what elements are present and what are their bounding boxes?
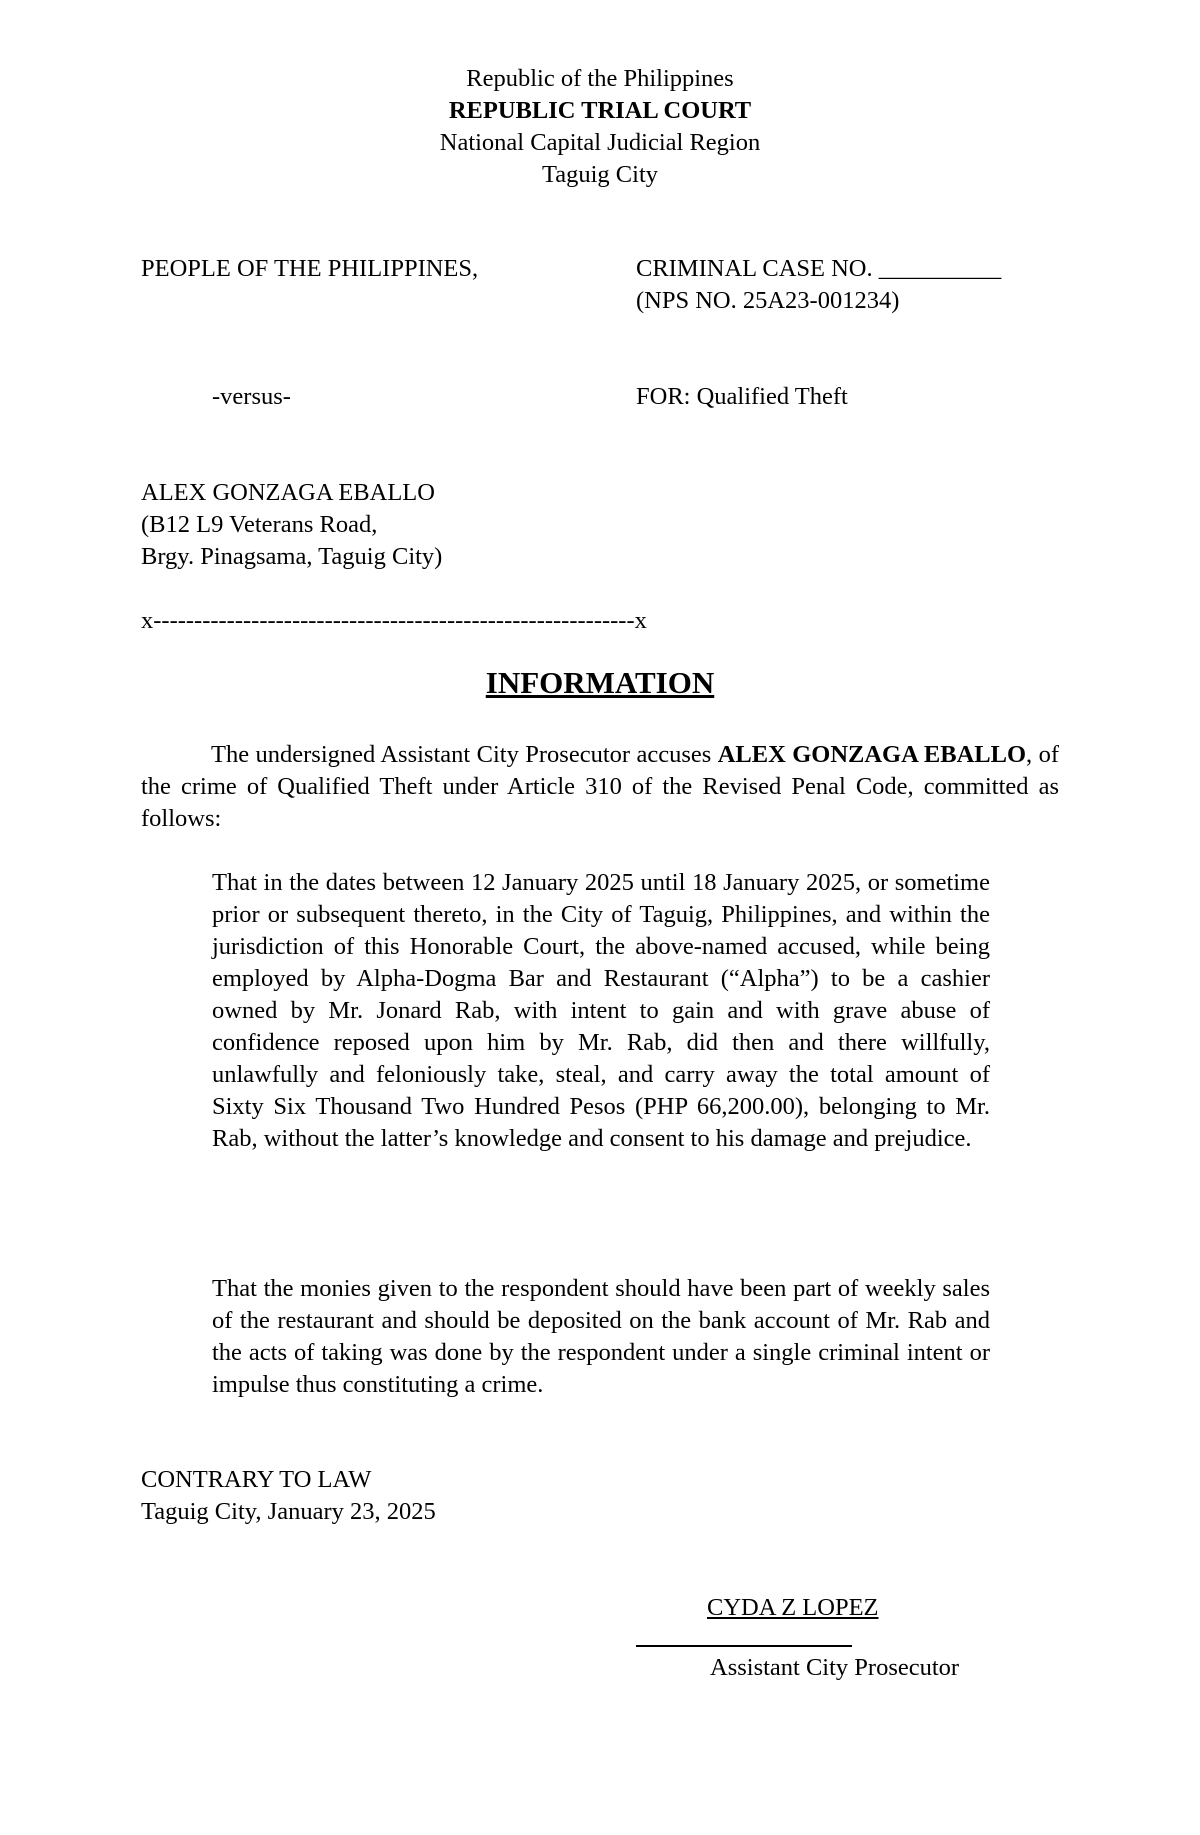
place-and-date: Taguig City, January 23, 2025 [141, 1498, 436, 1525]
intro-paragraph [141, 739, 1059, 835]
plaintiff: PEOPLE OF THE PHILIPPINES, [141, 255, 479, 282]
case-number: CRIMINAL CASE NO. __________ [636, 255, 1002, 282]
document-title: INFORMATION [485, 665, 715, 700]
header-republic: Republic of the Philippines [466, 65, 734, 92]
body-paragraph-2-text: That the monies given to the respondent should have been part of weekly sales of the restaurant and should be deposited on the bank account of Mr. Rab and the acts of taking was done by the respondent under a single criminal intent or impulse thus constituting a crime. [212, 1275, 990, 1398]
intro-text-after: , of the crime of Qualified Theft under Article 310 of the Revised Penal Code, committed as follows: [141, 741, 1059, 832]
signatory-name: CYDA Z LOPEZ [707, 1594, 879, 1621]
body-paragraph-2 [212, 1273, 990, 1401]
header-region: National Capital Judicial Region [439, 129, 761, 156]
signature-line [636, 1645, 852, 1647]
intro-accused: ALEX GONZAGA EBALLO [717, 741, 1027, 768]
header-city: Taguig City [541, 161, 659, 188]
body-paragraph-1-text: That in the dates between 12 January 2025 until 18 January 2025, or sometime prior or subsequent thereto, in the City of Taguig, Philippines, and within the jurisdiction of this Honorable Court, the above-named accused, while being employed by Alpha-Dogma Bar and Restaurant (“Alpha”) to be a cashier owned by Mr. Jonard Rab, with intent to gain and with grave abuse of confidence reposed upon him by Mr. Rab, did then and there willfully, unlawfully and feloniously take, steal, and carry away the total amount of Sixty Six Thousand Two Hundred Pesos (PHP 66,200.00), belonging to Mr. Rab, without the latter’s knowledge and consent to his damage and prejudice. [212, 869, 990, 1152]
versus: -versus- [212, 383, 291, 410]
signatory-title: Assistant City Prosecutor [710, 1654, 960, 1681]
intro-text-before: The undersigned Assistant City Prosecutor accuses [211, 741, 718, 768]
body-paragraph-1 [212, 867, 990, 1155]
header-court: REPUBLIC TRIAL COURT [448, 97, 752, 124]
nps-number: (NPS NO. 25A23-001234) [636, 287, 900, 314]
offense: FOR: Qualified Theft [636, 383, 848, 410]
accused-address-line2: Brgy. Pinagsama, Taguig City) [141, 543, 443, 570]
contrary-to-law: CONTRARY TO LAW [141, 1466, 372, 1493]
accused-name: ALEX GONZAGA EBALLO [141, 479, 435, 506]
accused-address-line1: (B12 L9 Veterans Road, [141, 511, 378, 538]
caption-separator: x-----------------------------------------------------------x [141, 607, 647, 634]
